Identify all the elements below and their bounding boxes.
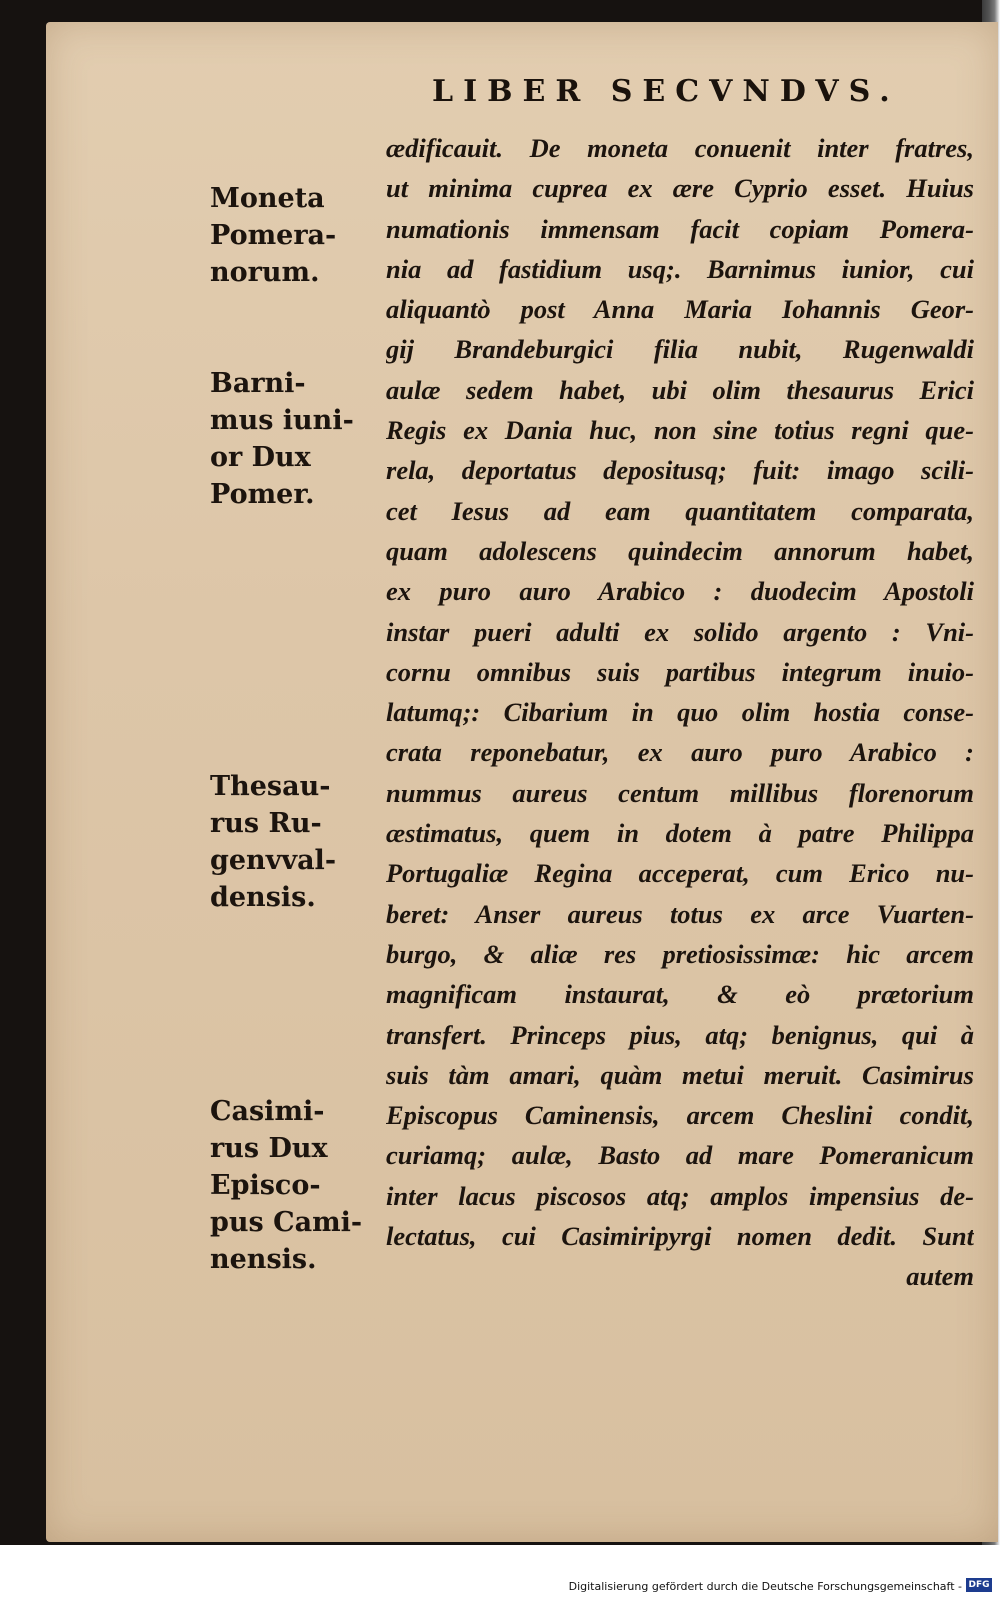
text-line: ut minima cuprea ex ære Cyprio esset. Huius	[386, 173, 974, 204]
text-line: beret: Anser aureus totus ex arce Vuarten-	[386, 898, 974, 929]
text-line: Episcopus Caminensis, arcem Cheslini condit,	[386, 1100, 974, 1131]
text-line: suis tàm amari, quàm metui meruit. Casimirus	[386, 1059, 974, 1090]
margin-note-line: pus Cami-	[210, 1207, 363, 1238]
dfg-logo: DFG	[966, 1578, 992, 1592]
margin-note-thesaurus	[210, 768, 382, 916]
text-line: magnificam instaurat, & eò prætorium	[386, 979, 974, 1010]
text-line: rela, deportatus depositusq; fuit: imago scili-	[386, 455, 974, 486]
text-line: cet Iesus ad eam quantitatem comparata,	[386, 495, 974, 526]
margin-note-line: Casimi-	[210, 1096, 325, 1127]
text-line: cornu omnibus suis partibus integrum inuio-	[386, 656, 974, 687]
running-header: LIBER SECVNDVS.	[432, 74, 900, 109]
margin-note-line: densis.	[210, 882, 316, 913]
margin-note-line: nensis.	[210, 1244, 317, 1275]
text-line: lectatus, cui Casimiripyrgi nomen dedit. Sunt	[386, 1221, 974, 1252]
margin-note-line: rus Dux	[210, 1133, 328, 1164]
funding-credit: Digitalisierung gefördert durch die Deutsche Forschungsgemeinschaft -	[568, 1580, 962, 1593]
text-line: curiamq; aulæ, Basto ad mare Pomeranicum	[386, 1140, 974, 1171]
text-line: crata reponebatur, ex auro puro Arabico :	[386, 737, 974, 768]
text-line: aliquantò post Anna Maria Iohannis Geor-	[386, 294, 974, 325]
margin-note-line: genvval-	[210, 845, 337, 876]
margin-note-moneta	[210, 180, 382, 291]
text-line: Portugaliæ Regina acceperat, cum Erico nu-	[386, 858, 974, 889]
margin-note-line: Thesau-	[210, 771, 331, 802]
text-line: aulæ sedem habet, ubi olim thesaurus Erici	[386, 374, 974, 405]
text-line: numationis immensam facit copiam Pomera-	[386, 213, 974, 244]
margin-note-line: Pomera-	[210, 220, 337, 251]
margin-note-line: Pomer.	[210, 479, 315, 510]
main-text-block	[386, 128, 974, 1297]
margin-note-line: Episco-	[210, 1170, 321, 1201]
text-line: ex puro auro Arabico : duodecim Apostoli	[386, 576, 974, 607]
text-line: gij Brandeburgici filia nubit, Rugenwaldi	[386, 334, 974, 365]
margin-note-line: or Dux	[210, 442, 311, 473]
text-line: æstimatus, quem in dotem à patre Philippa	[386, 818, 974, 849]
text-line: ædificauit. De moneta conuenit inter fratres,	[386, 133, 974, 163]
margin-note-line: rus Ru-	[210, 808, 322, 839]
text-line: instar pueri adulti ex solido argento : Vni-	[386, 616, 974, 647]
margin-note-line: Moneta	[210, 183, 325, 214]
text-line: inter lacus piscosos atq; amplos impensius de-	[386, 1180, 974, 1211]
text-line: nummus aureus centum millibus florenorum	[386, 777, 974, 808]
margin-note-line: mus iuni-	[210, 405, 354, 436]
margin-note-line: norum.	[210, 257, 320, 288]
catchword: autem	[906, 1261, 974, 1292]
text-line: latumq;: Cibarium in quo olim hostia conse-	[386, 697, 974, 728]
text-line: transfert. Princeps pius, atq; benignus, qui à	[386, 1019, 974, 1050]
text-line: Regis ex Dania huc, non sine totius regni que-	[386, 415, 974, 446]
margin-note-barnimus	[210, 365, 382, 513]
text-line: burgo, & aliæ res pretiosissimæ: hic arcem	[386, 938, 974, 969]
margin-note-line: Barni-	[210, 368, 306, 399]
margin-note-casimirus	[210, 1093, 382, 1278]
text-line: nia ad fastidium usq;. Barnimus iunior, cui	[386, 253, 974, 284]
text-line: quam adolescens quindecim annorum habet,	[386, 535, 974, 566]
